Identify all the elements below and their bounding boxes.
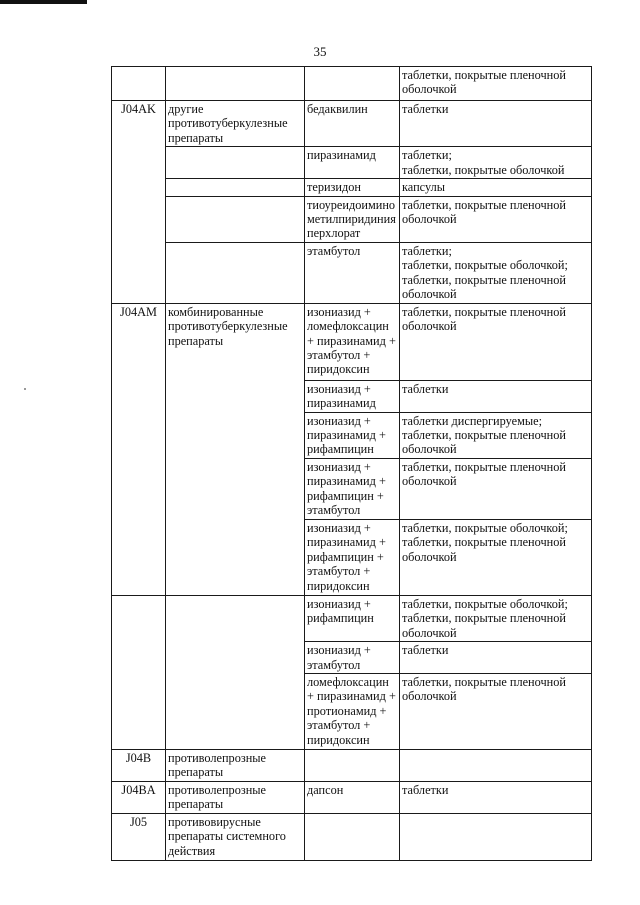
drug-cell: изониазид + пиразинамид bbox=[305, 380, 400, 412]
atc-code-cell bbox=[112, 458, 166, 519]
group-cell: комбинированные противотуберкулезные препараты bbox=[166, 303, 305, 380]
group-cell bbox=[166, 412, 305, 458]
drug-cell: дапсон bbox=[305, 781, 400, 813]
table-row bbox=[112, 101, 592, 147]
table-row bbox=[112, 781, 592, 813]
atc-code-cell bbox=[112, 412, 166, 458]
form-cell: таблетки, покрытые оболочкой; таблетки, покрытые пленочной оболочкой bbox=[400, 519, 592, 595]
atc-code-cell bbox=[112, 147, 166, 179]
atc-code-cell: J04AM bbox=[112, 303, 166, 380]
form-cell: таблетки диспергируемые; таблетки, покрытые пленочной оболочкой bbox=[400, 412, 592, 458]
drug-cell: изониазид + пиразинамид + рифампицин bbox=[305, 412, 400, 458]
atc-code-cell bbox=[112, 673, 166, 749]
atc-code-cell bbox=[112, 242, 166, 303]
table-row bbox=[112, 196, 592, 242]
atc-code-cell bbox=[112, 380, 166, 412]
form-cell bbox=[400, 749, 592, 781]
atc-code-cell: J04AK bbox=[112, 101, 166, 147]
table-row bbox=[112, 749, 592, 781]
drug-cell bbox=[305, 749, 400, 781]
atc-code-cell bbox=[112, 642, 166, 674]
form-cell: таблетки, покрытые пленочной оболочкой bbox=[400, 458, 592, 519]
table-row bbox=[112, 303, 592, 380]
form-cell: таблетки bbox=[400, 101, 592, 147]
form-cell: таблетки; таблетки, покрытые оболочкой; таблетки, покрытые пленочной оболочкой bbox=[400, 242, 592, 303]
group-cell: противолепрозные препараты bbox=[166, 781, 305, 813]
form-cell: таблетки, покрытые пленочной оболочкой bbox=[400, 673, 592, 749]
drug-cell: изониазид + пиразинамид + рифампицин + этамбутол bbox=[305, 458, 400, 519]
atc-code-cell bbox=[112, 519, 166, 595]
table-row bbox=[112, 412, 592, 458]
drug-cell: изониазид + этамбутол bbox=[305, 642, 400, 674]
table-row bbox=[112, 380, 592, 412]
table-row bbox=[112, 642, 592, 674]
group-cell: другие противотуберкулезные препараты bbox=[166, 101, 305, 147]
form-cell: таблетки bbox=[400, 781, 592, 813]
atc-code-cell: J04BA bbox=[112, 781, 166, 813]
atc-code-cell bbox=[112, 179, 166, 196]
drug-cell: изониазид + рифампицин bbox=[305, 595, 400, 641]
group-cell: противолепрозные препараты bbox=[166, 749, 305, 781]
group-cell bbox=[166, 458, 305, 519]
drug-cell: этамбутол bbox=[305, 242, 400, 303]
drug-cell: изониазид + ломефлоксацин + пиразинамид + этамбутол + пиридоксин bbox=[305, 303, 400, 380]
group-cell bbox=[166, 642, 305, 674]
group-cell: противовирусные препараты системного действия bbox=[166, 813, 305, 860]
drug-cell: пиразинамид bbox=[305, 147, 400, 179]
form-cell: капсулы bbox=[400, 179, 592, 196]
drug-cell: изониазид + пиразинамид + рифампицин + этамбутол + пиридоксин bbox=[305, 519, 400, 595]
table-row bbox=[112, 673, 592, 749]
table-row bbox=[112, 519, 592, 595]
table-row bbox=[112, 595, 592, 641]
table-row bbox=[112, 179, 592, 196]
drug-cell: тиоуреидоимино метилпиридиния перхлорат bbox=[305, 196, 400, 242]
group-cell bbox=[166, 67, 305, 101]
form-cell bbox=[400, 813, 592, 860]
form-cell: таблетки; таблетки, покрытые оболочкой bbox=[400, 147, 592, 179]
drug-table bbox=[111, 66, 592, 861]
group-cell bbox=[166, 673, 305, 749]
atc-code-cell: J05 bbox=[112, 813, 166, 860]
form-cell: таблетки, покрытые пленочной оболочкой bbox=[400, 67, 592, 101]
group-cell bbox=[166, 595, 305, 641]
atc-code-cell bbox=[112, 595, 166, 641]
form-cell: таблетки bbox=[400, 642, 592, 674]
drug-cell: бедаквилин bbox=[305, 101, 400, 147]
atc-code-cell: J04B bbox=[112, 749, 166, 781]
table-row bbox=[112, 813, 592, 860]
page-number: 35 bbox=[313, 44, 327, 59]
group-cell bbox=[166, 380, 305, 412]
table-row bbox=[112, 458, 592, 519]
form-cell: таблетки, покрытые пленочной оболочкой bbox=[400, 196, 592, 242]
drug-cell: ломефлоксацин + пиразинамид + протионамид + этамбутол + пиридоксин bbox=[305, 673, 400, 749]
drug-cell bbox=[305, 67, 400, 101]
atc-code-cell bbox=[112, 67, 166, 101]
table-row bbox=[112, 147, 592, 179]
table-row bbox=[112, 242, 592, 303]
drug-cell: теризидон bbox=[305, 179, 400, 196]
drug-cell bbox=[305, 813, 400, 860]
table-row bbox=[112, 67, 592, 101]
form-cell: таблетки, покрытые пленочной оболочкой bbox=[400, 303, 592, 380]
margin-mark bbox=[24, 388, 26, 390]
group-cell bbox=[166, 179, 305, 196]
group-cell bbox=[166, 519, 305, 595]
group-cell bbox=[166, 147, 305, 179]
atc-code-cell bbox=[112, 196, 166, 242]
form-cell: таблетки, покрытые оболочкой; таблетки, покрытые пленочной оболочкой bbox=[400, 595, 592, 641]
group-cell bbox=[166, 196, 305, 242]
top-rule bbox=[0, 0, 87, 4]
group-cell bbox=[166, 242, 305, 303]
form-cell: таблетки bbox=[400, 380, 592, 412]
